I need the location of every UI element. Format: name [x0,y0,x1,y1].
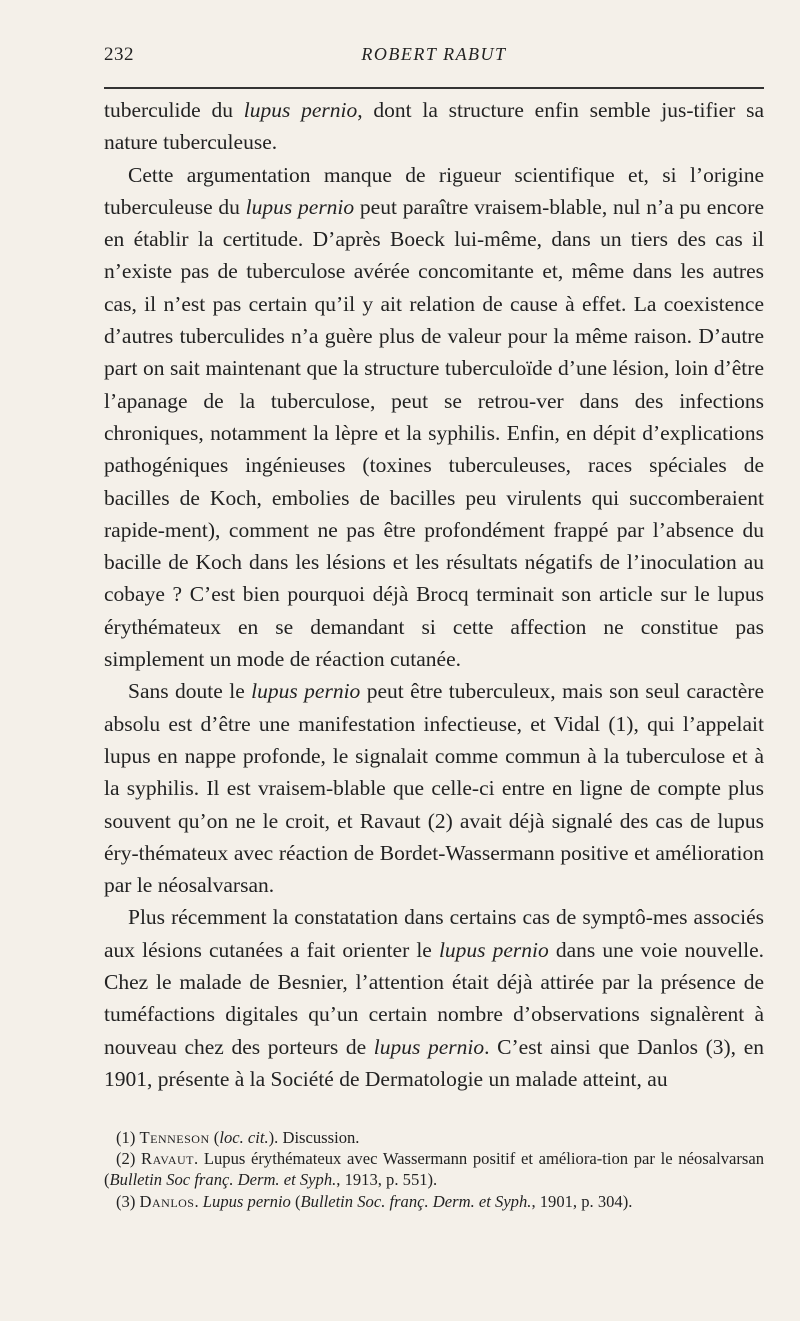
paragraph-3 [104,675,764,901]
text-run: . C’est ainsi que Danlos (3), en 1901, présente à la Société de Dermatologie un malade atteint, au [104,1034,764,1091]
italic-term: lupus pernio [245,194,355,219]
paragraph-4 [104,901,764,1095]
text-run: . [194,1191,203,1211]
text-run: ). Discussion. [268,1128,360,1147]
footnote-1 [104,1127,764,1148]
footnote-2 [104,1148,764,1190]
running-head: ROBERT RABUT [361,44,507,64]
page-number: 232 [104,44,134,65]
text-run: dans une voie nouvelle. Chez le malade de Besnier, l’attention était déjà attirée par la présence de tuméfactions digitales qu’un certain nombre d’observations signalèrent à nouveau chez des porteurs de [104,937,764,1059]
footnote-3 [104,1191,764,1212]
page-header [104,44,764,74]
footnote-author: Ravaut [141,1149,195,1169]
footnote-author: Danlos [139,1191,195,1211]
footnote-number: (2) [116,1149,142,1169]
text-run: . Lupus érythémateux avec Wassermann positif et améliora-tion par le néosalvarsan ( [104,1149,764,1190]
text-run: , 1901, p. 304). [531,1191,633,1211]
text-run: , dont la structure enfin semble jus-tifier sa nature tuberculeuse. [104,98,764,155]
main-text [104,94,764,1095]
text-run: ( [290,1191,301,1211]
italic-term: lupus pernio [373,1034,485,1059]
footnotes [104,1127,764,1212]
text-run: peut être tuberculeux, mais son seul caractère absolu est d’être une manifestation infectieuse, et Vidal (1), qui l’appelait lupus en nappe profonde, le signalait comme commun à la tuberculose et à la syphilis. Il est vraisem-blable que celle-ci entre en ligne de compte plus souvent qu’on ne le croit, et Ravaut (2) avait déjà signalé des cas de lupus éry-thémateux avec réaction de Bordet-Wassermann positive et amélioration par le néosalvarsan. [104,679,764,898]
paragraph-1 [104,94,764,159]
text-run: ( [209,1128,220,1147]
header-rule [104,87,764,89]
text-run: Sans doute le [128,679,252,704]
italic-term: lupus pernio [243,98,358,122]
text-run: , 1913, p. 551). [336,1170,438,1190]
footnote-number: (3) [116,1191,140,1211]
italic-term: Bulletin Soc franç. Derm. et Syph. [109,1170,337,1190]
italic-term: Lupus pernio [202,1191,291,1211]
text-run: tuberculide du [104,98,244,122]
text-run: peut paraître vraisem-blable, nul n’a pu encore en établir la certitude. D’après Boeck lui-même, dans un tiers des cas il n’existe pas de tuberculose avérée concomitante et, même dans les autres cas, il n’est pas certain qu’il y ait relation de cause à effet. La coexistence d’autres tuberculides n’a guère plus de valeur pour la même raison. D’autre part on sait maintenant que la structure tuberculoïde d’une lésion, loin d’être l’apanage de la tuberculose, peut se retrou-ver dans des infections chroniques, notamment la lèpre et la syphilis. Enfin, en dépit d’explications pathogéniques ingénieuses (toxines tuberculeuses, races spéciales de bacilles de Koch, embolies de bacilles peu virulents qui succomberaient rapide-ment), comment ne pas être profondément frappé par l’absence du bacille de Koch dans les lésions et les résultats négatifs de l’inoculation au cobaye ? C’est bien pourquoi déjà Brocq terminait son article sur le lupus érythémateux en se demandant si cette affection ne constitue pas simplement un mode de réaction cutanée. [104,194,764,672]
paragraph-2 [104,159,764,676]
italic-term: lupus pernio [438,937,549,962]
italic-term: loc. cit. [219,1128,269,1147]
footnote-number: (1) [116,1128,140,1147]
footnote-author: Tenneson [139,1128,210,1147]
text-run: Cette argumentation manque de rigueur scientifique et, si l’origine tuberculeuse du [104,162,764,219]
text-run: Plus récemment la constatation dans certains cas de symptô-mes associés aux lésions cutanées a fait orienter le [104,905,764,962]
italic-term: lupus pernio [251,679,361,704]
italic-term: Bulletin Soc. franç. Derm. et Syph. [300,1191,532,1211]
